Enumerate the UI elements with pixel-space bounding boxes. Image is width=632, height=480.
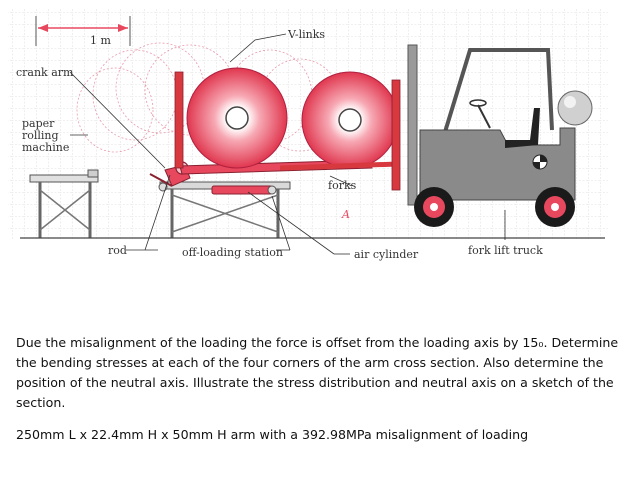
- air-cylinder: [212, 186, 272, 194]
- paper-label-line3: machine: [22, 141, 70, 154]
- air-cylinder-label: air cylinder: [354, 248, 419, 261]
- paper-label-line2: rolling: [22, 129, 59, 142]
- point-a-label: A: [342, 208, 350, 221]
- rear-wheel: [535, 187, 575, 227]
- scale-label: 1 m: [90, 34, 111, 47]
- paper-roll-right: [302, 72, 398, 168]
- paper-label-line1: paper: [22, 117, 55, 130]
- problem-statement: [16, 333, 620, 445]
- given-values: 250mm L x 22.4mm H x 50mm H arm with a 392.98MPa misalignment of loading: [16, 427, 529, 442]
- fork-lift-truck-label: fork lift truck: [468, 244, 543, 257]
- front-wheel: [414, 187, 454, 227]
- rod-label: rod: [108, 244, 127, 257]
- crank-arm-label: crank arm: [16, 66, 74, 79]
- paper-roll-left: [187, 68, 287, 168]
- problem-paragraph: Due the misalignment of the loading the force is offset from the loading axis by 15₀. Determine the bending stresses at each of the four corners of the arm cross section. Also determine the position of the neutral axis. Illustrate the stress distribution and neutral axis on a sketch of the section.: [16, 335, 619, 410]
- forks-label: forks: [328, 179, 357, 192]
- v-links-label: V-links: [288, 28, 326, 41]
- off-loading-station-label: off-loading station: [182, 246, 283, 259]
- v-link-post: [175, 72, 183, 168]
